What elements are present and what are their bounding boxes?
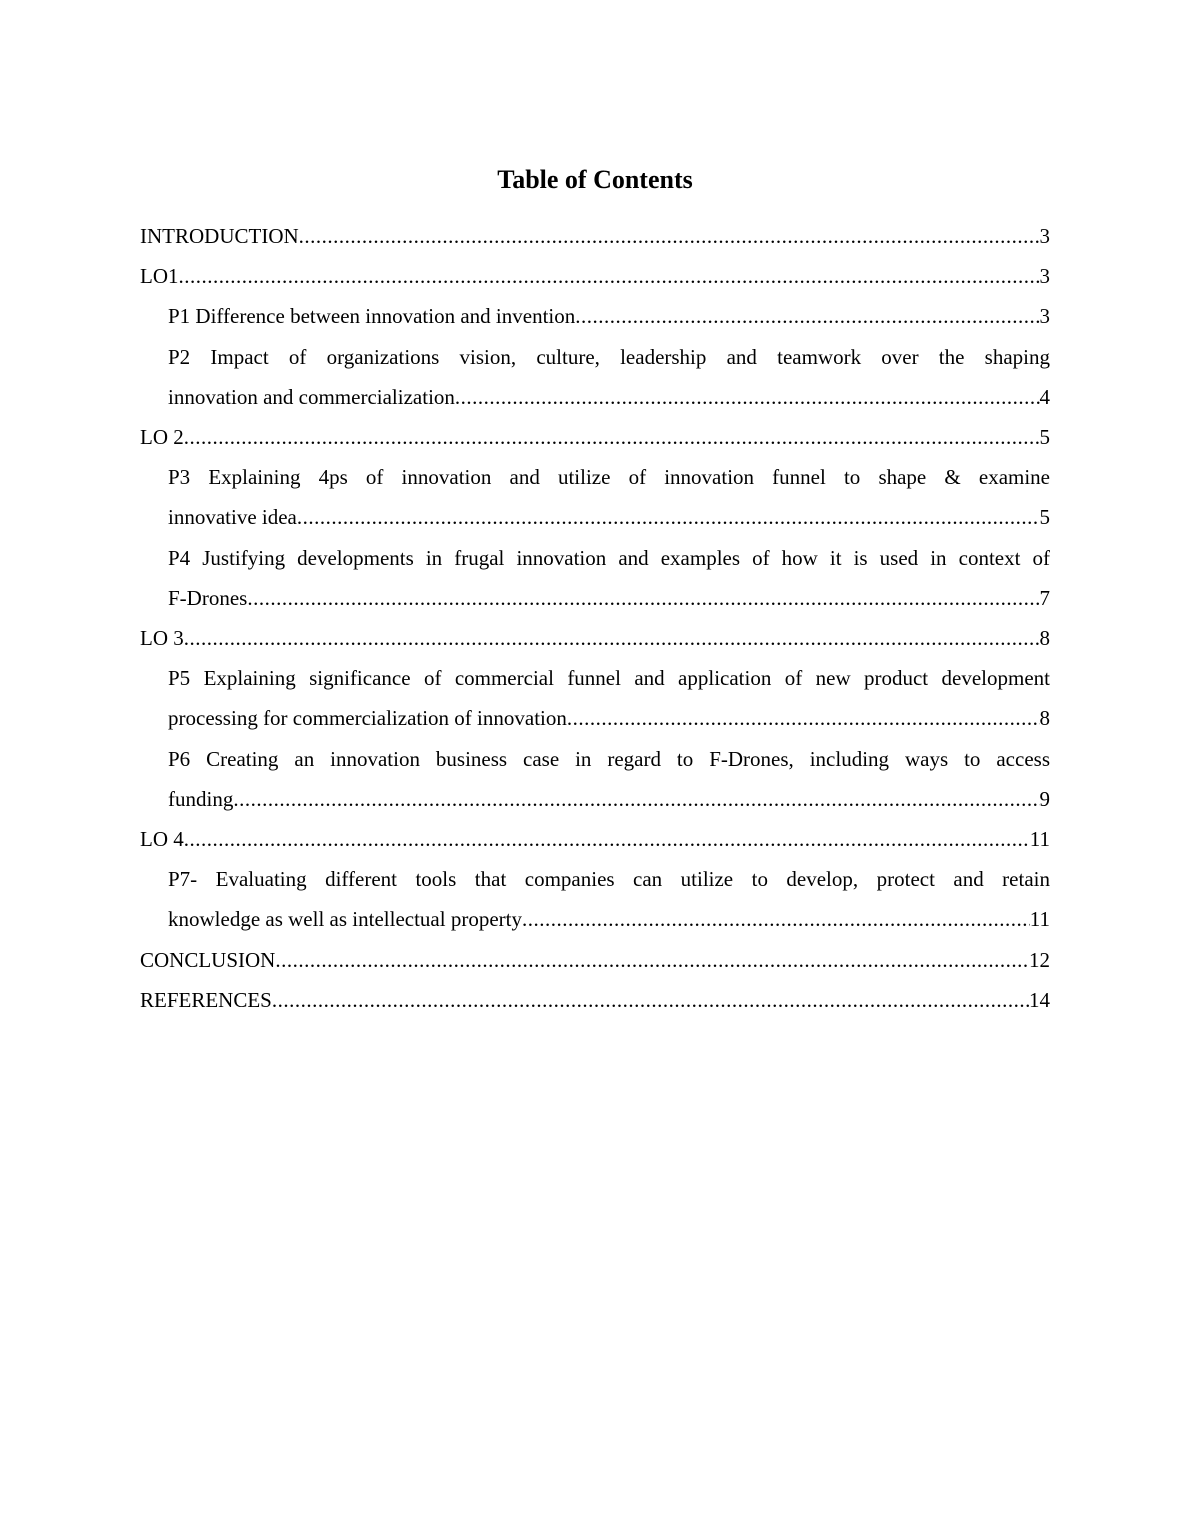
toc-entry-label: LO 2	[140, 425, 184, 450]
toc-entry-conclusion[interactable]	[140, 940, 1050, 980]
toc-entry-label: REFERENCES	[140, 987, 272, 1012]
toc-list	[140, 216, 1050, 1020]
toc-page-number: 3	[1039, 264, 1050, 289]
toc-entry-introduction[interactable]	[140, 216, 1050, 256]
dot-leader	[233, 779, 1039, 819]
toc-page-number: 8	[1039, 626, 1050, 651]
toc-entry-label: P1 Difference between innovation and invention	[168, 304, 576, 329]
toc-page-number: 12	[1029, 947, 1050, 972]
toc-entry-label: F-Drones	[168, 585, 248, 610]
toc-entry-label: funding	[168, 786, 234, 811]
toc-entry-label: knowledge as well as intellectual property	[168, 907, 522, 932]
toc-entry-references[interactable]	[140, 980, 1050, 1020]
toc-entry-p7[interactable]	[168, 859, 1050, 939]
toc-entry-label: LO 3	[140, 626, 184, 651]
toc-page-number: 3	[1039, 224, 1050, 248]
toc-entry-lead-line: P6 Creating an innovation business case in regard to F-Drones, including ways to access	[168, 746, 1050, 771]
toc-entry-label: INTRODUCTION	[140, 224, 299, 248]
toc-page-number: 7	[1039, 585, 1050, 610]
toc-page-number: 3	[1039, 304, 1050, 329]
toc-page-number: 11	[1029, 827, 1050, 852]
dot-leader	[567, 698, 1040, 738]
toc-entry-p2[interactable]	[168, 337, 1050, 417]
dot-leader	[455, 377, 1040, 417]
toc-entry-p1[interactable]	[168, 296, 1050, 336]
dot-leader	[179, 256, 1040, 296]
toc-entry-lo2[interactable]	[140, 417, 1050, 457]
dot-leader	[247, 578, 1039, 618]
toc-entry-p6[interactable]	[168, 739, 1050, 819]
dot-leader	[184, 819, 1030, 859]
toc-entry-lead-line: P2 Impact of organizations vision, culture, leadership and teamwork over the shaping	[168, 344, 1050, 369]
toc-page-number: 5	[1039, 425, 1050, 450]
toc-page-number: 4	[1039, 384, 1050, 409]
toc-entry-p4[interactable]	[168, 538, 1050, 618]
toc-title: Table of Contents	[497, 165, 693, 194]
toc-page-number: 9	[1039, 786, 1050, 811]
toc-entry-label: processing for commercialization of innovation	[168, 706, 567, 731]
toc-entry-label: innovation and commercialization	[168, 384, 455, 409]
dot-leader	[299, 216, 1040, 256]
toc-entry-p5[interactable]	[168, 658, 1050, 738]
dot-leader	[272, 980, 1029, 1020]
toc-page-number: 8	[1039, 706, 1050, 731]
dot-leader	[275, 940, 1029, 980]
toc-entry-lead-line: P7- Evaluating different tools that companies can utilize to develop, protect and retain	[168, 867, 1050, 892]
dot-leader	[184, 417, 1040, 457]
dot-leader	[575, 296, 1039, 336]
toc-entry-lo3[interactable]	[140, 618, 1050, 658]
toc-entry-lo1[interactable]	[140, 256, 1050, 296]
dot-leader	[297, 497, 1040, 537]
toc-entry-label: innovative idea	[168, 505, 297, 530]
toc-entry-label: CONCLUSION	[140, 947, 276, 972]
toc-entry-lead-line: P3 Explaining 4ps of innovation and utilize of innovation funnel to shape & examine	[168, 465, 1050, 490]
toc-entry-label: LO1	[140, 264, 179, 289]
toc-page-number: 11	[1029, 907, 1050, 932]
dot-leader	[522, 899, 1030, 939]
toc-entry-lead-line: P5 Explaining significance of commercial funnel and application of new product development	[168, 666, 1050, 691]
toc-entry-lo4[interactable]	[140, 819, 1050, 859]
toc-page-number: 5	[1039, 505, 1050, 530]
toc-entry-label: LO 4	[140, 827, 184, 852]
toc-entry-lead-line: P4 Justifying developments in frugal innovation and examples of how it is used in context of	[168, 545, 1050, 570]
toc-page-number: 14	[1029, 987, 1050, 1012]
toc-entry-p3[interactable]	[168, 457, 1050, 537]
dot-leader	[184, 618, 1040, 658]
